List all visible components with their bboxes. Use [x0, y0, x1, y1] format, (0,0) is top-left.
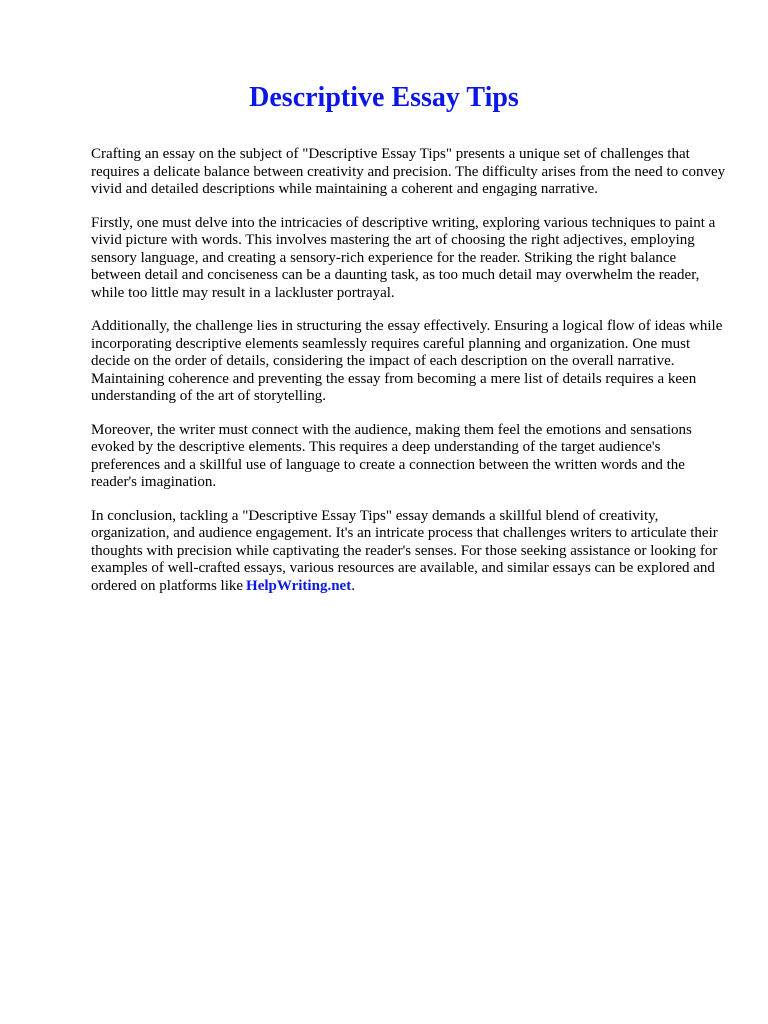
body-paragraph-structure: Additionally, the challenge lies in structuring the essay effectively. Ensuring a logical flow of ideas while incorporating descriptive elements seamlessly requires careful planning and organization. One must decide on the order of details, considering the impact of each description on the overall narrative. Maintaining coherence and preventing the essay from becoming a mere list of details requires a keen understanding of the art of storytelling. [91, 318, 723, 404]
conclusion-text: In conclusion, tackling a "Descriptive Essay Tips" essay demands a skillful blend of creativity, organization, and audience engagement. It's an intricate process that challenges writers to articulate their thoughts with precision while captivating the reader's senses. For those seeking assistance or looking for examples of well-crafted essays, various resources are available, and similar essays can be explored and ordered on platforms like [91, 507, 718, 594]
body-paragraph-techniques: Firstly, one must delve into the intricacies of descriptive writing, exploring various techniques to paint a vivid picture with words. This involves mastering the art of choosing the right adjectives, employing sensory language, and creating a sensory-rich experience for the reader. Striking the right balance between detail and conciseness can be a daunting task, as too much detail may overwhelm the reader, while too little may result in a lackluster portrayal. [91, 214, 716, 301]
body-paragraph-audience: Moreover, the writer must connect with the audience, making them feel the emotions and sensations evoked by the descriptive elements. This requires a deep understanding of the target audience's preferences and a skillful use of language to create a connection between the written words and the reader's imagination. [91, 421, 692, 490]
intro-paragraph: Crafting an essay on the subject of "Descriptive Essay Tips" presents a unique set of challenges that requires a delicate balance between creativity and precision. The difficulty arises from the need to convey vivid and detailed descriptions while maintaining a coherent and engaging narrative. [91, 146, 726, 197]
document-title: Descriptive Essay Tips [249, 82, 519, 113]
essay-body [91, 146, 728, 595]
conclusion-paragraph [91, 508, 728, 596]
helpwriting-link[interactable]: HelpWriting.net [246, 577, 352, 594]
conclusion-period: . [351, 577, 355, 594]
